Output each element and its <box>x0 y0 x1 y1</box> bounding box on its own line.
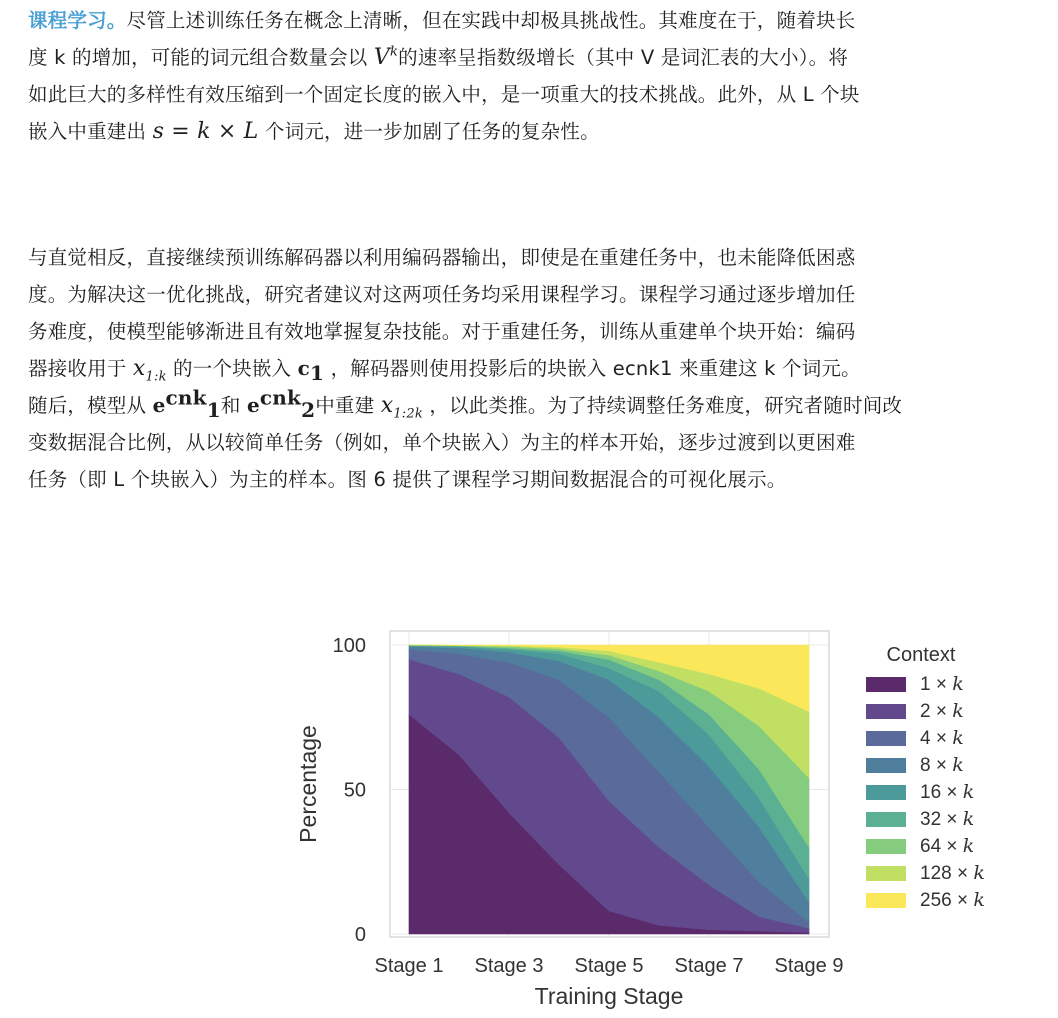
legend-item <box>866 698 1006 725</box>
x-axis-label: Training Stage <box>534 983 684 1009</box>
paragraph-curriculum-details <box>28 239 1023 498</box>
legend-label: 16 × k <box>920 781 975 803</box>
math-c1: $c_1$ <box>297 356 325 385</box>
math-x-12k: $x_{1:2k}$ <box>380 393 423 422</box>
legend-label: 4 × k <box>920 727 964 749</box>
legend-label: 256 × k <box>920 889 985 911</box>
p2-line6: 变数据混合比例，从以较简单任务（例如，单个块嵌入）为主的样本开始，逐步过渡到以更困难 <box>28 431 856 454</box>
legend-item <box>866 806 1006 833</box>
math-v-power-k: $V^k$ <box>373 44 399 70</box>
curriculum-data-mix-chart <box>280 620 1020 1018</box>
y-axis-label: Percentage <box>295 725 321 843</box>
legend-label: 1 × k <box>920 673 964 695</box>
x-tick-label: Stage 1 <box>374 955 444 977</box>
p2-line1: 与直觉相反，直接继续预训练解码器以利用编码器输出，即使是在重建任务中，也未能降低困惑 <box>28 246 856 269</box>
legend-swatch <box>866 731 906 746</box>
legend-swatch <box>866 893 906 908</box>
legend-swatch <box>866 866 906 881</box>
legend-label: 8 × k <box>920 754 964 776</box>
x-tick-label: Stage 7 <box>674 955 744 977</box>
legend-item <box>866 833 1006 860</box>
legend-label: 32 × k <box>920 808 975 830</box>
legend-swatch <box>866 812 906 827</box>
x-tick-label: Stage 3 <box>474 955 544 977</box>
p1-line2: 度 k 的增加，可能的词元组合数量会以 $V^k$的速率呈指数级增长（其中 V 是词汇表的大小）。将 <box>28 44 849 70</box>
legend-title: Context <box>886 644 956 666</box>
x-tick-label: Stage 9 <box>774 955 844 977</box>
legend-swatch <box>866 785 906 800</box>
legend-swatch <box>866 839 906 854</box>
p1-line4: 嵌入中重建出 s = k × L 个词元，进一步加剧了任务的复杂性。 <box>28 119 600 144</box>
p2-line2: 度。为解决这一优化挑战，研究者建议对这两项任务均采用课程学习。课程学习通过逐步增加任 <box>28 283 856 306</box>
x-tick-label: Stage 5 <box>574 955 644 977</box>
chart-legend <box>866 644 1006 914</box>
math-x-1k: $x_{1:k}$ <box>132 356 167 385</box>
legend-item <box>866 671 1006 698</box>
legend-label: 128 × k <box>920 862 985 884</box>
legend-item <box>866 779 1006 806</box>
legend-swatch <box>866 677 906 692</box>
legend-swatch <box>866 704 906 719</box>
legend-label: 2 × k <box>920 700 964 722</box>
math-e2-cnk: $e^{cnk}_2$ <box>246 385 316 422</box>
section-heading: 课程学习。 <box>28 9 127 32</box>
legend-item <box>866 752 1006 779</box>
p2-line3: 务难度，使模型能够渐进且有效地掌握复杂技能。对于重建任务，训练从重建单个块开始：编码 <box>28 320 856 343</box>
y-tick-label: 0 <box>354 924 366 946</box>
y-tick-label: 50 <box>343 779 366 802</box>
math-s-equals-kL: s = k × L <box>152 119 259 144</box>
p2-line7: 任务（即 L 个块嵌入）为主的样本。图 6 提供了课程学习期间数据混合的可视化展示。 <box>28 468 787 491</box>
legend-item <box>866 887 1006 914</box>
legend-label: 64 × k <box>920 835 975 857</box>
p1-line1: 课程学习。尽管上述训练任务在概念上清晰，但在实践中却极具挑战性。其难度在于，随着块长 <box>28 9 856 32</box>
legend-swatch <box>866 758 906 773</box>
y-tick-label: 100 <box>332 635 366 657</box>
legend-item <box>866 725 1006 752</box>
math-e1-cnk: $e^{cnk}_1$ <box>152 385 221 422</box>
p2-line4: 器接收用于 $x_{1:k}$ 的一个块嵌入 $c_1$ ，解码器则使用投影后的块嵌入 ecnk1 来重建这 k 个词元。 <box>28 356 861 385</box>
paragraph-curriculum-learning <box>28 2 1023 150</box>
p1-line3: 如此巨大的多样性有效压缩到一个固定长度的嵌入中，是一项重大的技术挑战。此外，从 L 个块 <box>28 83 860 106</box>
legend-item <box>866 860 1006 887</box>
p2-line5: 随后，模型从 $e^{cnk}_1$和 $e^{cnk}_2$中重建 $x_{1:2k}$ ，以此类推。为了持续调整任务难度，研究者随时间改 <box>28 385 903 422</box>
